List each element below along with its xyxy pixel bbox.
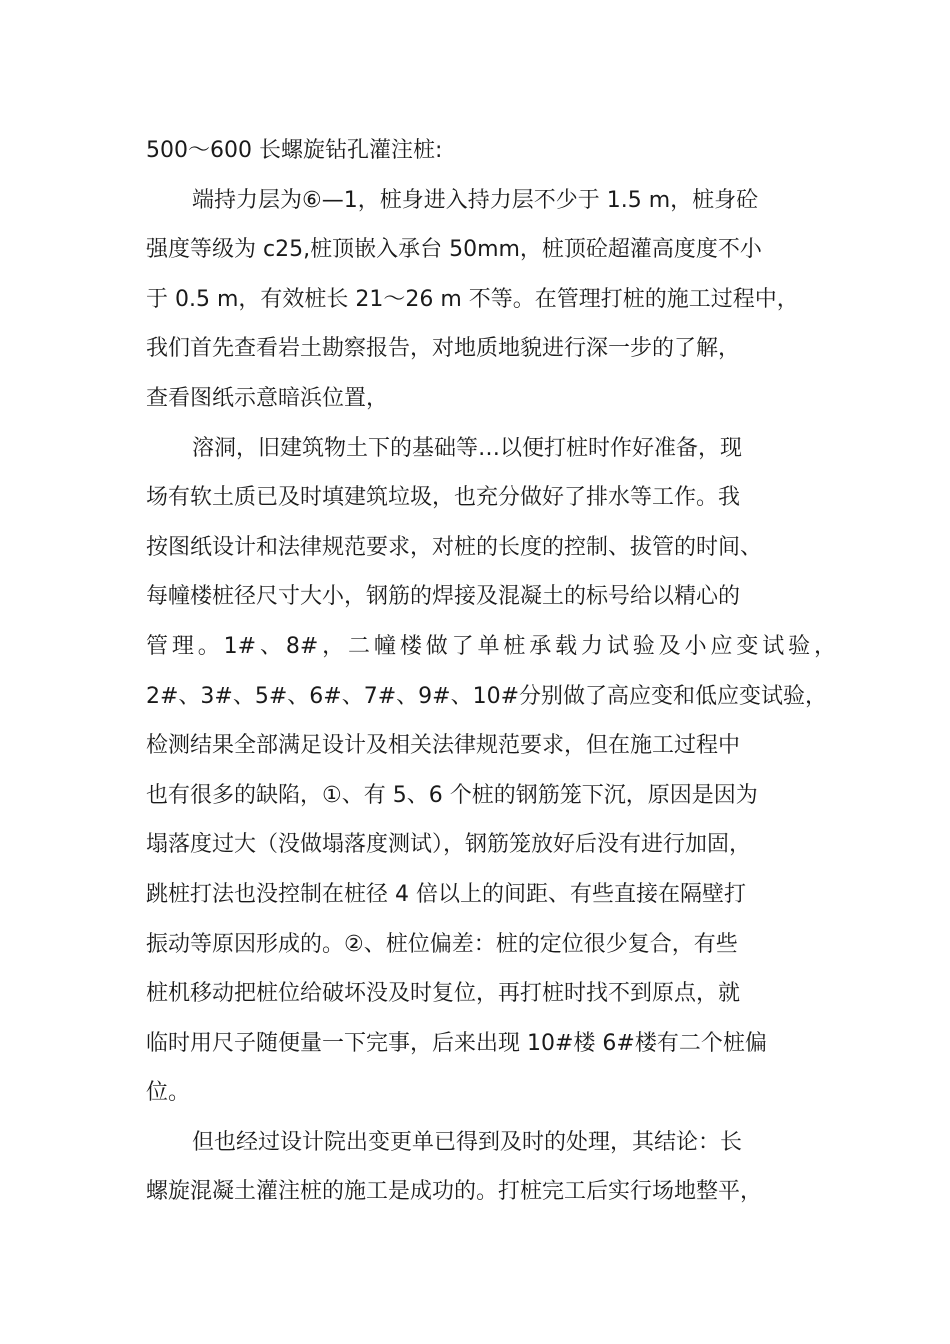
text-line: 场有软土质已及时填建筑垃圾，也充分做好了排水等工作。我 (146, 485, 741, 511)
document-body (146, 126, 836, 1217)
text-line: 我们首先查看岩土勘察报告，对地质地貌进行深一步的了解， (146, 336, 741, 362)
text-line: 也有很多的缺陷，①、有 5、6 个桩的钢筋笼下沉，原因是因为 (146, 782, 758, 808)
paragraph-start-line: 端持力层为⑥—1，桩身进入持力层不少于 1.5 m，桩身砼 (192, 187, 759, 213)
text-line: 于 0.5 m，有效桩长 21～26 m 不等。在管理打桩的施工过程中， (146, 286, 799, 312)
paragraph-start-line: 溶洞，旧建筑物土下的基础等…以便打桩时作好准备，现 (192, 435, 743, 461)
text-line: 2#、3#、5#、6#、7#、9#、10#分别做了高应变和低应变试验， (146, 683, 828, 709)
text-line: 塌落度过大（没做塌落度测试），钢筋笼放好后没有进行加固， (146, 832, 752, 858)
text-line: 每幢楼桩径尺寸大小，钢筋的焊接及混凝土的标号给以精心的 (146, 584, 741, 610)
text-line: 查看图纸示意暗浜位置， (146, 385, 389, 411)
text-line: 检测结果全部满足设计及相关法律规范要求，但在施工过程中 (146, 733, 741, 759)
text-line: 临时用尺子随便量一下完事，后来出现 10#楼 6#楼有二个桩偏 (146, 1030, 767, 1056)
text-line: 强度等级为 c25,桩顶嵌入承台 50mm，桩顶砼超灌高度度不小 (146, 237, 762, 263)
text-line: 振动等原因形成的。②、桩位偏差：桩的定位很少复合，有些 (146, 931, 738, 957)
text-line: 500～600 长螺旋钻孔灌注桩: (146, 138, 443, 163)
text-line: 位。 (146, 1080, 191, 1106)
text-line: 管理。1#、8#，二幢楼做了单桩承载力试验及小应变试验， (146, 633, 836, 659)
text-line: 螺旋混凝土灌注桩的施工是成功的。打桩完工后实行场地整平， (146, 1179, 763, 1205)
text-line: 桩机移动把桩位给破坏没及时复位，再打桩时找不到原点，就 (146, 981, 741, 1007)
text-line: 按图纸设计和法律规范要求，对桩的长度的控制、拔管的时间、 (146, 534, 763, 560)
text-line: 跳桩打法也没控制在桩径 4 倍以上的间距、有些直接在隔壁打 (146, 881, 746, 907)
paragraph-start-line: 但也经过设计院出变更单已得到及时的处理，其结论：长 (192, 1129, 743, 1155)
